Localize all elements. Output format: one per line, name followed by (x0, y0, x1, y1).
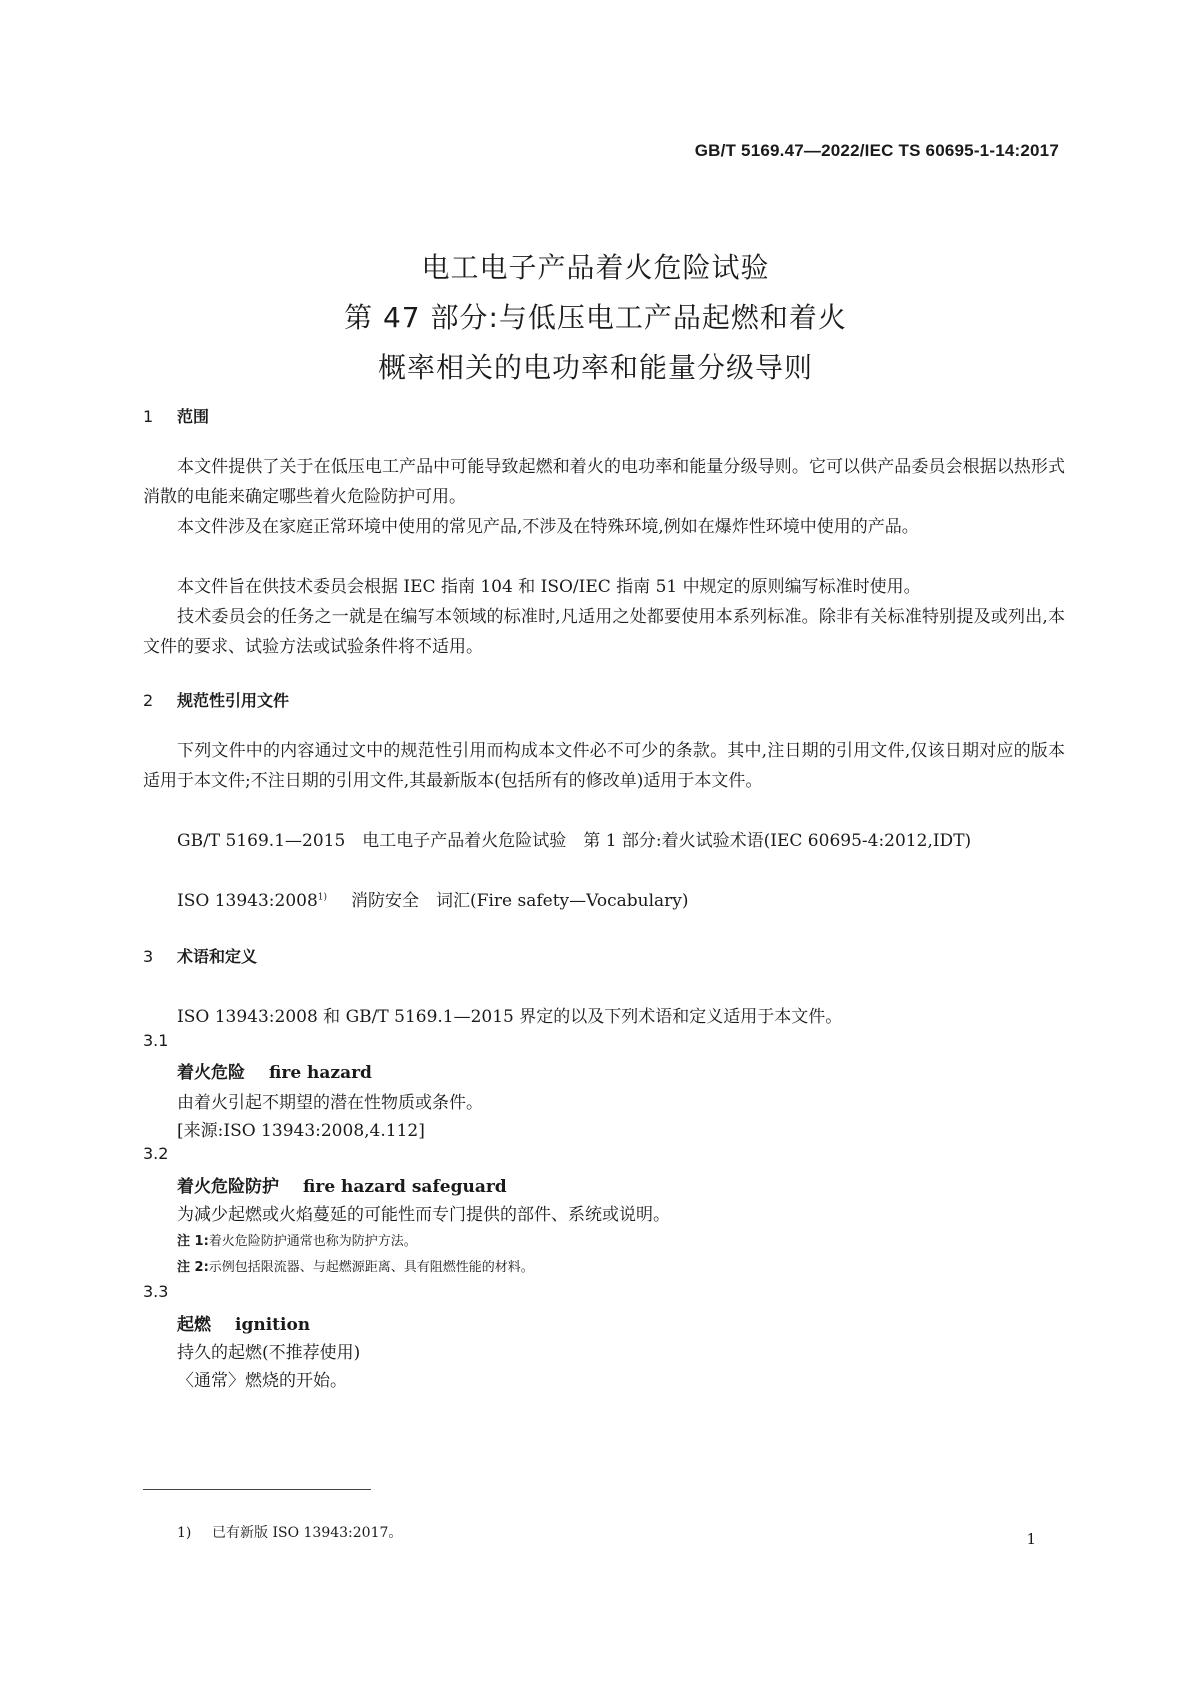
footnote (177, 1522, 402, 1542)
normative-reference-1: GB/T 5169.1—2015 电工电子产品着火危险试验 第 1 部分:着火试验术语(IEC 60695-4:2012,IDT) (177, 831, 972, 851)
note-1-text: 着火危险防护通常也称为防护方法。 (208, 1234, 417, 1249)
term-ignition (177, 1310, 310, 1335)
section-1-number: 1 (143, 407, 154, 426)
document-title (0, 243, 1191, 393)
section-2-number: 2 (143, 691, 154, 710)
term-en: fire hazard (269, 1063, 372, 1083)
term-cn: 着火危险 (177, 1063, 245, 1083)
reference-2-title: 消防安全 词汇(Fire safety—Vocabulary) (351, 891, 689, 911)
term-fire-hazard-safeguard (177, 1172, 507, 1197)
note-1-label: 注 1: (177, 1234, 209, 1249)
normative-reference-2 (177, 886, 689, 911)
term-cn: 起燃 (177, 1315, 211, 1335)
note-2-text: 示例包括限流器、与起燃源距离、具有阻燃性能的材料。 (208, 1260, 534, 1275)
title-line-3: 概率相关的电功率和能量分级导则 (377, 351, 813, 384)
title-line-2: 第 47 部分:与低压电工产品起燃和着火 (344, 301, 847, 334)
term-fire-hazard (177, 1058, 372, 1083)
section-1-paragraph: 本文件提供了关于在低压电工产品中可能导致起燃和着火的电功率和能量分级导则。它可以供产品委员会根据以热形式消散的电能来确定哪些着火危险防护可用。 (143, 457, 1065, 507)
term-en: fire hazard safeguard (303, 1177, 507, 1197)
section-2-heading (143, 688, 289, 711)
footnote-mark: 1) (177, 1525, 192, 1541)
section-1-paragraph: 技术委员会的任务之一就是在编写本领域的标准时,凡适用之处都要使用本系列标准。除非有关标准特别提及或列出,本文件的要求、试验方法或试验条件将不适用。 (143, 607, 1065, 657)
clause-3-3-number: 3.3 (143, 1282, 169, 1301)
title-line-1: 电工电子产品着火危险试验 (421, 251, 770, 284)
footnote-text: 已有新版 ISO 13943:2017。 (212, 1525, 403, 1541)
note-1 (177, 1230, 417, 1249)
note-2 (177, 1256, 534, 1275)
section-1-paragraph: 本文件旨在供技术委员会根据 IEC 指南 104 和 ISO/IEC 指南 51 中规定的原则编写标准时使用。 (177, 577, 921, 597)
section-3-intro: ISO 13943:2008 和 GB/T 5169.1—2015 界定的以及下列术语和定义适用于本文件。 (177, 1007, 843, 1027)
page-number: 1 (1026, 1530, 1036, 1548)
section-3-title: 术语和定义 (177, 947, 258, 966)
term-cn: 着火危险防护 (177, 1177, 279, 1197)
definition-3-1: 由着火引起不期望的潜在性物质或条件。 (177, 1093, 483, 1113)
section-1-title: 范围 (177, 407, 210, 426)
section-1-paragraph: 本文件涉及在家庭正常环境中使用的常见产品,不涉及在特殊环境,例如在爆炸性环境中使用的产品。 (177, 517, 919, 537)
definition-3-3-line-1: 持久的起燃(不推荐使用) (177, 1343, 361, 1363)
section-1-heading (143, 404, 209, 427)
note-2-label: 注 2: (177, 1260, 209, 1275)
clause-3-1-number: 3.1 (143, 1031, 169, 1050)
footnote-separator (143, 1489, 371, 1490)
section-2-title: 规范性引用文件 (177, 691, 290, 710)
section-3-heading (143, 944, 257, 967)
definition-3-3-line-2: 〈通常〉燃烧的开始。 (177, 1371, 347, 1391)
clause-3-2-number: 3.2 (143, 1144, 169, 1163)
section-3-number: 3 (143, 947, 154, 966)
reference-2-code: ISO 13943:2008 (177, 891, 318, 911)
source-3-1: [来源:ISO 13943:2008,4.112] (177, 1121, 425, 1141)
section-2-intro: 下列文件中的内容通过文中的规范性引用而构成本文件必不可少的条款。其中,注日期的引用文件,仅该日期对应的版本适用于本文件;不注日期的引用文件,其最新版本(包括所有的修改单)适用于本文件。 (143, 741, 1065, 791)
standard-number: GB/T 5169.47—2022/IEC TS 60695-1-14:2017 (694, 141, 1059, 160)
term-en: ignition (235, 1315, 311, 1335)
footnote-reference-mark: 1) (317, 892, 328, 903)
definition-3-2: 为减少起燃或火焰蔓延的可能性而专门提供的部件、系统或说明。 (177, 1205, 670, 1225)
